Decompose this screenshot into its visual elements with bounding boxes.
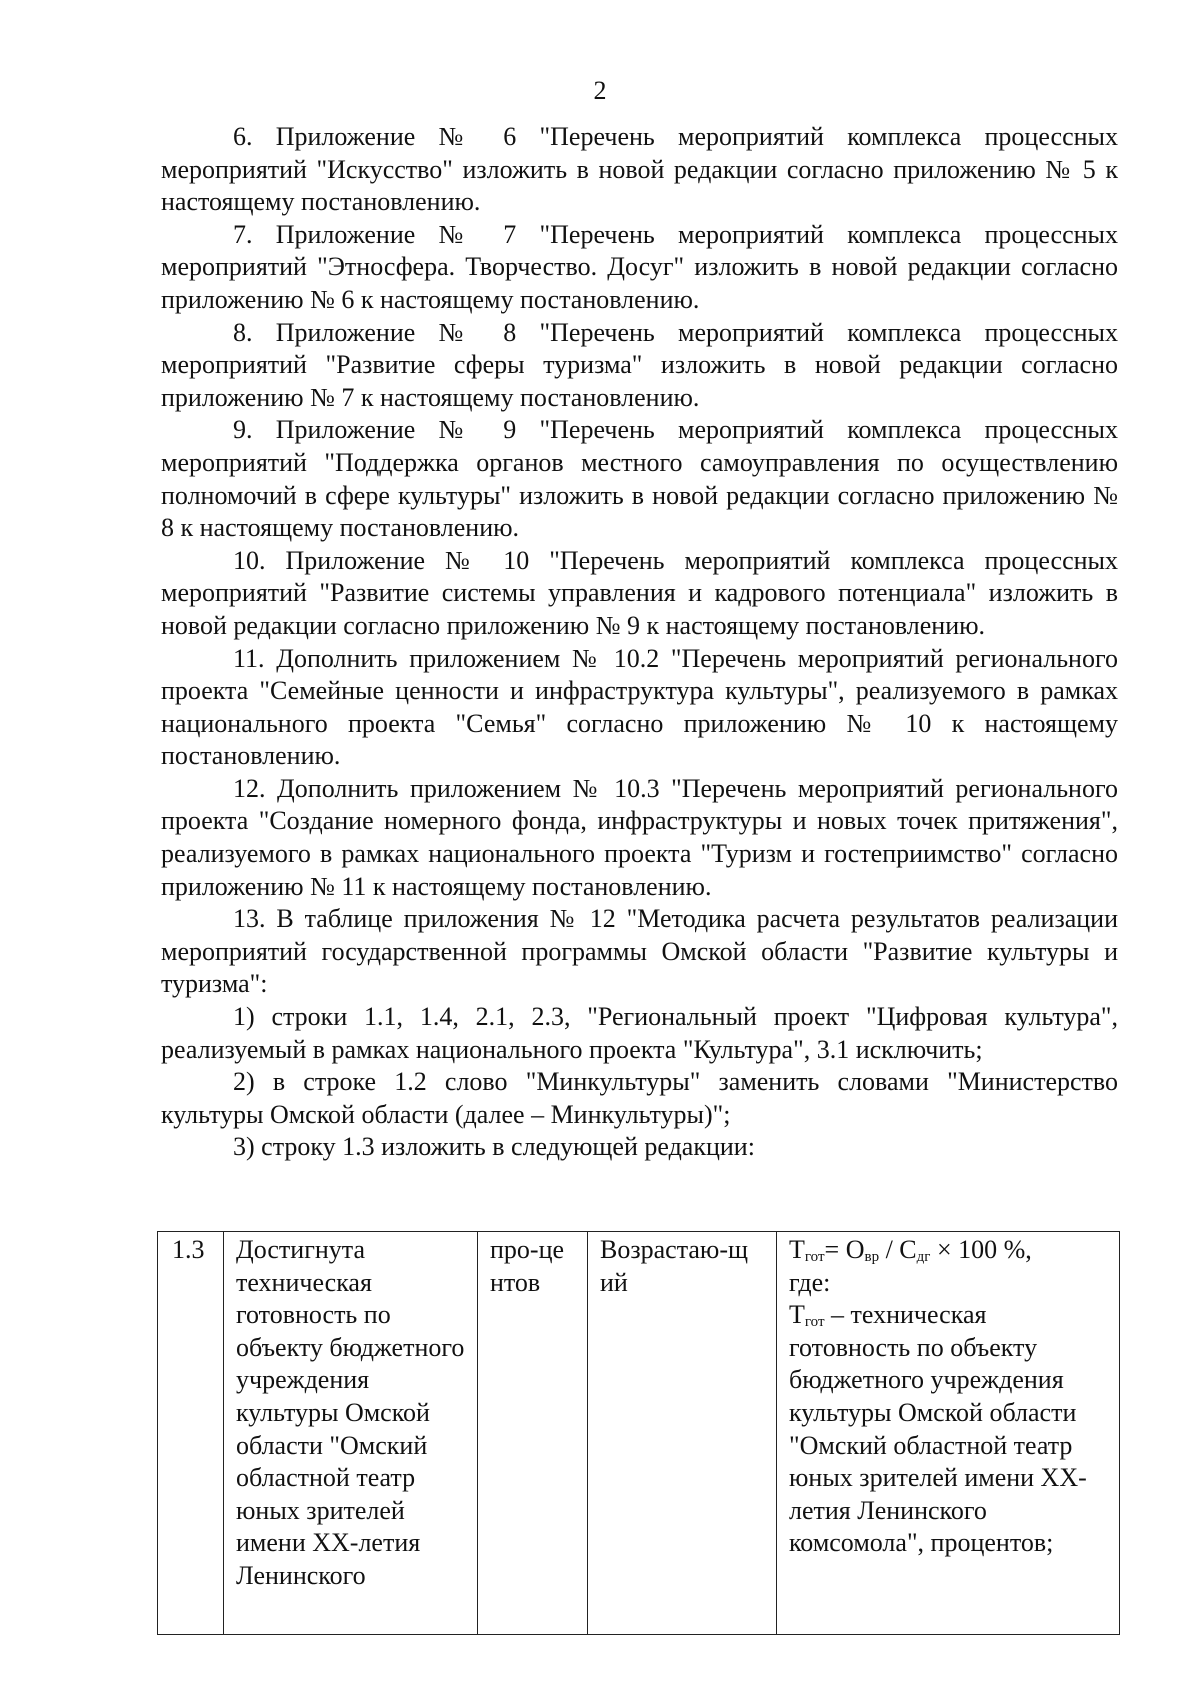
paragraph-item-12: 12. Дополнить приложением № 10.3 "Перечень мероприятий регионального проекта "Создание номерного фонда, инфраструктуры и новых точек притяжения", реализуемого в рамках национального проекта "Туризм и гостеприимство" согласно приложению № 11 к настоящему постановлению. bbox=[161, 773, 1118, 901]
paragraph-item-6: 6. Приложение № 6 "Перечень мероприятий комплекса процессных мероприятий "Искусство" изложить в новой редакции согласно приложению № 5 к настоящему постановлению. bbox=[161, 122, 1118, 217]
table-row bbox=[158, 1232, 1120, 1635]
formula-multiplier: × 100 %, bbox=[930, 1235, 1032, 1264]
trend-cell bbox=[588, 1232, 777, 1635]
formula-symbol-c: / С bbox=[879, 1235, 917, 1264]
definition-subscript-got: гот bbox=[804, 1314, 825, 1331]
paragraph-item-13: 13. В таблице приложения № 12 "Методика расчета результатов реализации мероприятий государственной программы Омской области "Развитие культуры и туризма": bbox=[161, 904, 1118, 999]
result-name-cell: Достигнута техническая готовность по объекту бюджетного учреждения культуры Омской области "Омский областной театр юных зрителей имени XX-летия Ленинского bbox=[224, 1232, 478, 1635]
paragraph-item-8: 8. Приложение № 8 "Перечень мероприятий комплекса процессных мероприятий "Развитие сферы туризма" изложить в новой редакции согласно приложению № 7 к настоящему постановлению. bbox=[161, 317, 1118, 412]
formula-symbol-o: = О bbox=[824, 1235, 865, 1264]
formula-cell bbox=[777, 1232, 1120, 1635]
row-number-cell: 1.3 bbox=[158, 1232, 224, 1635]
formula-symbol-t: Т bbox=[789, 1235, 805, 1264]
paragraph-subitem-1: 1) строки 1.1, 1.4, 2.1, 2.3, "Региональный проект "Цифровая культура", реализуемый в рамках национального проекта "Культура", 3.1 исключить; bbox=[161, 1002, 1118, 1064]
formula-where: где: bbox=[789, 1267, 831, 1297]
unit-cell bbox=[478, 1232, 588, 1635]
unit-text: про-центов bbox=[490, 1235, 565, 1297]
methodology-table bbox=[157, 1231, 1120, 1635]
definition-symbol-t: Т bbox=[789, 1300, 805, 1330]
paragraph-subitem-2: 2) в строке 1.2 слово "Минкультуры" заменить словами "Министерство культуры Омской области (далее – Минкультуры)"; bbox=[161, 1067, 1118, 1129]
document-body bbox=[161, 121, 1118, 1164]
paragraph-item-9: 9. Приложение № 9 "Перечень мероприятий комплекса процессных мероприятий "Поддержка органов местного самоуправления по осуществлению полномочий в сфере культуры" изложить в новой редакции согласно приложению № 8 к настоящему постановлению. bbox=[161, 415, 1118, 543]
trend-text: Возрастаю-щий bbox=[600, 1235, 749, 1297]
formula-expression bbox=[789, 1234, 1113, 1267]
formula-subscript-dg: дг bbox=[916, 1249, 931, 1265]
definition-text: – техническая готовность по объекту бюджетного учреждения культуры Омской области "Омский областной театр юных зрителей имени XX-летия Ленинского комсомола", процентов; bbox=[789, 1300, 1087, 1558]
paragraph-item-7: 7. Приложение № 7 "Перечень мероприятий комплекса процессных мероприятий "Этносфера. Творчество. Досуг" изложить в новой редакции согласно приложению № 6 к настоящему постановлению. bbox=[161, 219, 1118, 314]
paragraph-item-10: 10. Приложение № 10 "Перечень мероприятий комплекса процессных мероприятий "Развитие системы управления и кадрового потенциала" изложить в новой редакции согласно приложению № 9 к настоящему постановлению. bbox=[161, 545, 1118, 640]
formula-subscript-got: гот bbox=[804, 1249, 825, 1265]
paragraph-subitem-3: 3) строку 1.3 изложить в следующей редакции: bbox=[233, 1132, 755, 1162]
page-number: 2 bbox=[593, 76, 607, 105]
formula-definition bbox=[789, 1299, 1113, 1560]
paragraph-item-11: 11. Дополнить приложением № 10.2 "Перечень мероприятий регионального проекта "Семейные ценности и инфраструктура культуры", реализуемого в рамках национального проекта "Семья" согласно приложению № 10 к настоящему постановлению. bbox=[161, 643, 1118, 771]
formula-subscript-vr: вр bbox=[864, 1249, 880, 1265]
